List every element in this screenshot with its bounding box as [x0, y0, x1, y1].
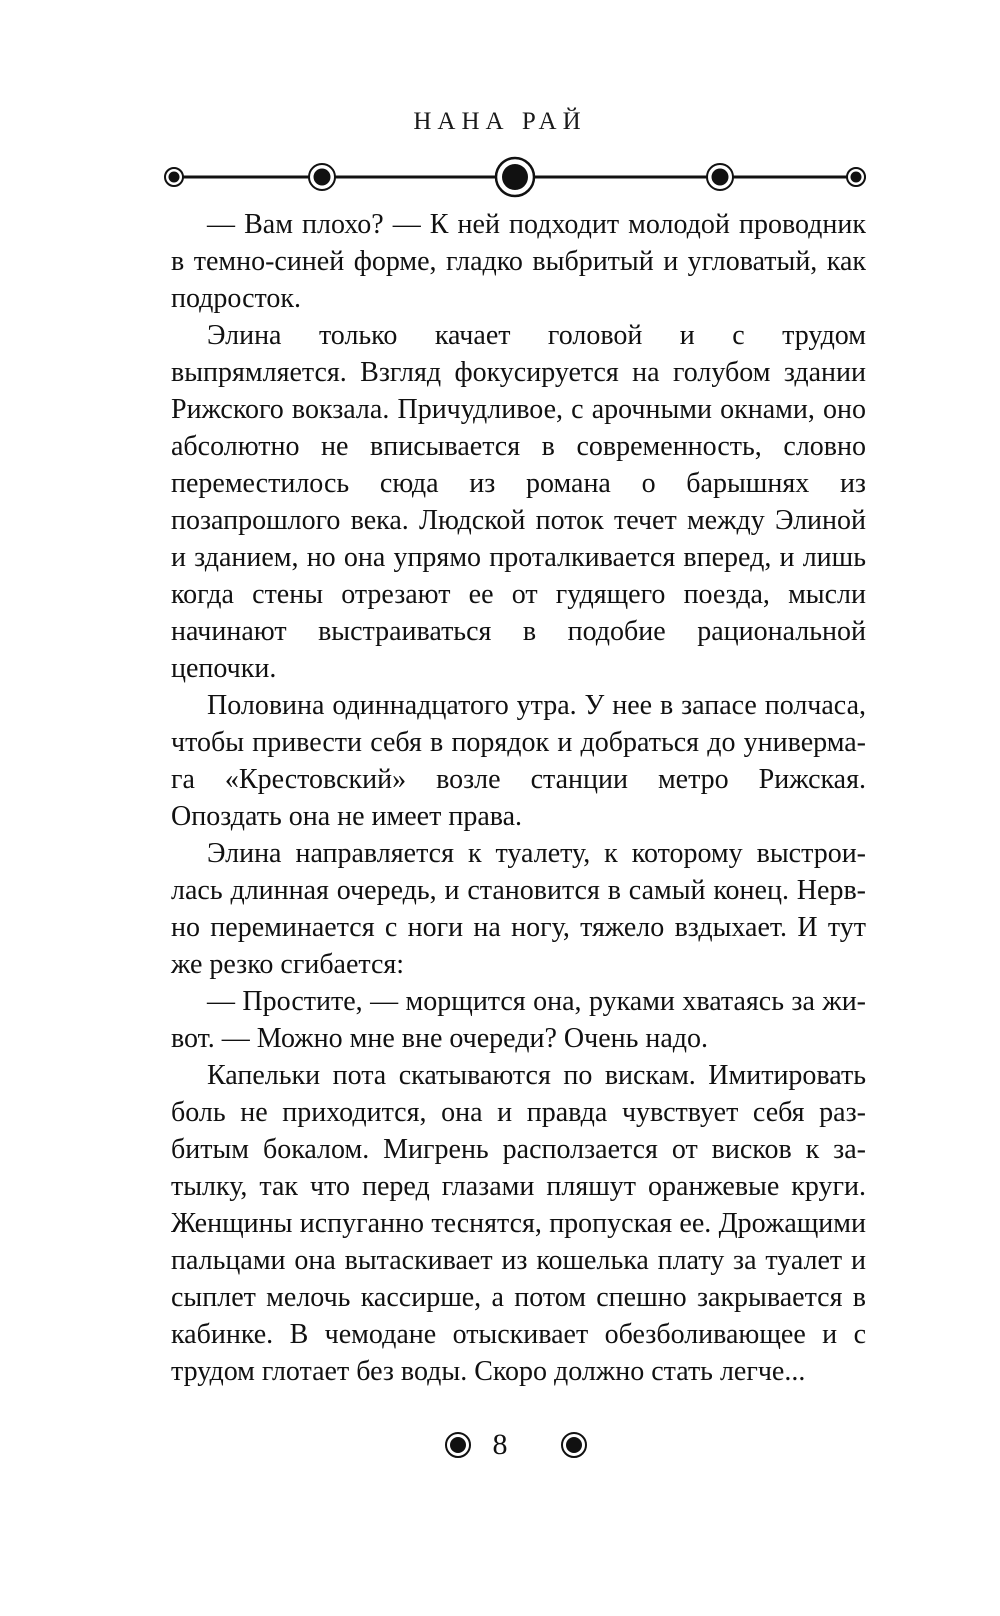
- ornament-dot-large-center: [496, 158, 534, 196]
- paragraph-2: Элина только качает головой и с трудом выпрямляется. Взгляд фокусируется на голубом здании Рижского вокзала. Причудливое, с арочными окнами, оно абсолютно не вписывается в современность, словно переместилось сюда из романа о барышнях из позапрошлого века. Людской поток течет между Элиной и зданием, но она упрямо проталкивается вперед, и лишь когда стены отрезают ее от гудящего поезда, мысли начинают выстраиваться в подобие рациональной цепочки.: [171, 320, 866, 684]
- paragraph-3: Половина одиннадцатого утра. У нее в запасе полчаса, чтобы привести себя в порядок и добраться до универмага «Крестовский» возле станции метро Рижская. Опоздать она не имеет права.: [171, 690, 866, 832]
- page-body-text: [171, 206, 866, 1390]
- page-footer: [0, 1425, 1000, 1465]
- paragraph-4: Элина направляется к туалету, к которому выстроилась длинная очередь, и становится в самый конец. Нервно переминается с ноги на ногу, тяжело вздыхает. И тут же резко сгибается:: [171, 838, 866, 980]
- paragraph-6: Капельки пота скатываются по вискам. Имитировать боль не приходится, она и правда чувствует себя разбитым бокалом. Мигрень расползается от висков к затылку, так что перед глазами пляшут оранжевые круги. Женщины испуганно теснятся, пропуская ее. Дрожащими пальцами она вытаскивает из кошелька плату за туалет и сыплет мелочь кассирше, а потом спешно закрывается в кабинке. В чемодане отыскивает обезболивающее и с трудом глотает без воды. Скоро должно стать легче...: [171, 1060, 866, 1387]
- paragraph-1: — Вам плохо? — К ней подходит молодой проводник в темно-синей форме, гладко выбритый и угловатый, как подросток.: [171, 209, 866, 314]
- paragraph-5: — Простите, — морщится она, руками хватаясь за живот. — Можно мне вне очереди? Очень надо.: [171, 986, 866, 1054]
- header-ornament-divider: [160, 154, 880, 200]
- folio-ornament-right-icon: [559, 1430, 589, 1460]
- page-number: 8: [492, 1428, 508, 1461]
- ornament-dot-small-right: [847, 168, 865, 186]
- running-head-author: НАНА РАЙ: [413, 108, 587, 135]
- ornament-dot-small-left: [165, 168, 183, 186]
- ornament-dot-medium-right: [707, 164, 733, 190]
- ornament-dot-medium-left: [309, 164, 335, 190]
